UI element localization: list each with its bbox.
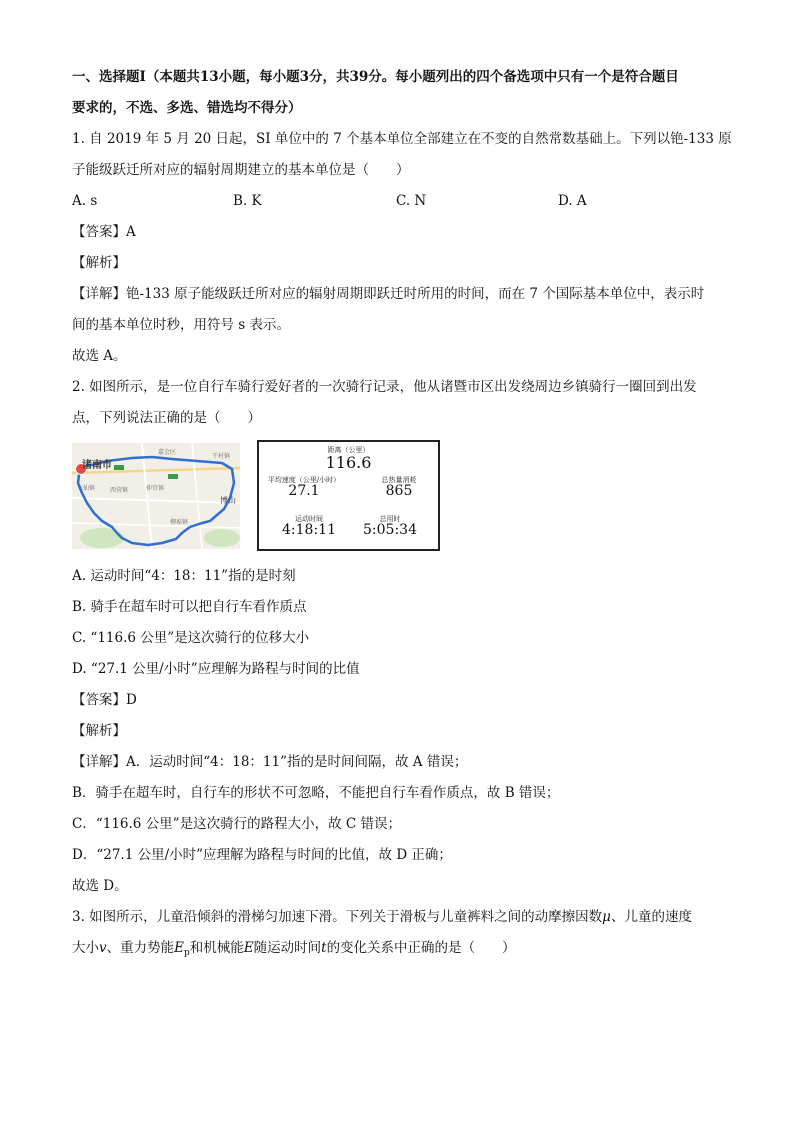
total-time-label: 总用时 (379, 515, 401, 523)
velocity-symbol: v (99, 940, 107, 956)
q2-analysis-heading: 【解析】 (72, 723, 126, 739)
q1-option-c: C. N (396, 193, 427, 209)
q3-text: 3. 如图所示，儿童沿倾斜的滑梯匀加速下滑。下列关于滑板与儿童裤料之间的动摩擦因数 (72, 909, 603, 925)
q2-conclusion: 故选 D。 (72, 878, 128, 894)
moving-time-label: 运动时间 (295, 515, 323, 523)
q1-analysis-heading: 【解析】 (72, 255, 126, 271)
map-label: 嘉会区 (158, 449, 177, 456)
section-header-line1: 一、选择题Ⅰ（本题共13小题，每小题3分，共39分。每小题列出的四个备选项中只有一个是符合题目 (72, 69, 679, 85)
q2-stem-line2: 点，下列说法正确的是（ ） (72, 410, 261, 426)
avg-speed-value: 27.1 (288, 483, 320, 499)
calorie-value: 865 (385, 483, 413, 499)
section-header-line2: 要求的，不选、多选、错选均不得分） (72, 100, 302, 116)
q1-detail-line2: 间的基本单位时秒，用符号 s 表示。 (72, 317, 291, 333)
map-label: 西营镇 (110, 487, 129, 494)
q1-conclusion: 故选 A。 (72, 348, 127, 364)
q3-text: 、重力势能 (106, 940, 175, 956)
moving-time-value: 4:18:11 (282, 522, 336, 538)
q2-option-b: B. 骑手在超车时可以把自行车看作质点 (72, 599, 307, 615)
q3-stem-line2 (72, 938, 516, 963)
friction-coefficient-symbol: μ (602, 909, 611, 925)
q1-option-b: B. K (233, 193, 262, 209)
q2-detail-d: D．“27.1 公里/小时”应理解为路程与时间的比值，故 D 正确； (72, 847, 452, 863)
calorie-label: 总热量消耗 (381, 476, 417, 484)
q2-detail-a: 【详解】A．运动时间“4：18：11”指的是时间间隔，故 A 错误； (72, 754, 468, 770)
q3-text: 和机械能 (189, 940, 244, 956)
map-label: 仲宫镇 (146, 485, 165, 492)
q3-text: 大小 (72, 940, 99, 956)
q2-option-a: A. 运动时间“4：18：11”指的是时刻 (72, 568, 296, 584)
q1-stem-line1: 1. 自 2019 年 5 月 20 日起，SI 单位中的 7 个基本单位全部建立在不变的自然常数基础上。下列以铯-133 原 (72, 131, 732, 147)
q2-detail-c: C．“116.6 公里”是这次骑行的路程大小，故 C 错误； (72, 816, 401, 832)
ride-stats-panel (257, 440, 440, 551)
q3-text: 、儿童的速度 (610, 909, 692, 925)
q2-detail-b: B．骑手在超车时，自行车的形状不可忽略，不能把自行车看作质点，故 B 错误； (72, 785, 560, 801)
q1-option-a: A. s (72, 193, 98, 209)
q3-stem-line1 (72, 907, 692, 927)
map-label: 干村镇 (212, 453, 231, 460)
q1-answer: 【答案】A (72, 224, 136, 240)
avg-speed-label: 平均速度（公里/小时） (267, 476, 341, 484)
potential-energy-symbol: E (174, 940, 184, 956)
potential-energy-subscript: p (184, 948, 190, 958)
map-label: 柳埠镇 (170, 519, 189, 526)
q1-option-d: D. A (558, 193, 587, 209)
q2-option-c: C. “116.6 公里”是这次骑行的位移大小 (72, 630, 310, 646)
q3-text: 随运动时间 (253, 940, 322, 956)
q2-stem-line1: 2. 如图所示，是一位自行车骑行爱好者的一次骑行记录，他从诸暨市区出发绕周边乡镇骑行一圈回到出发 (72, 379, 697, 395)
distance-label: 距离（公里） (327, 446, 370, 454)
map-label: 博山 (220, 496, 236, 505)
q1-stem-line2: 子能级跃迁所对应的辐射周期建立的基本单位是（ ） (72, 162, 410, 178)
q2-answer: 【答案】D (72, 692, 137, 708)
mechanical-energy-symbol: E (243, 940, 254, 956)
q3-text: 的变化关系中正确的是（ ） (326, 940, 516, 956)
distance-value: 116.6 (325, 453, 372, 472)
map-label: 三仙镇 (77, 485, 96, 492)
map-city-label: 诸南市 (82, 460, 112, 471)
q1-detail-line1: 【详解】铯-133 原子能级跃迁所对应的辐射周期即跃迁时所用的时间，而在 7 个国际基本单位中，表示时 (72, 286, 705, 302)
route-map-figure (72, 443, 240, 549)
total-time-value: 5:05:34 (363, 522, 417, 538)
time-symbol: t (321, 940, 327, 956)
q2-option-d: D. “27.1 公里/小时”应理解为路程与时间的比值 (72, 661, 360, 677)
